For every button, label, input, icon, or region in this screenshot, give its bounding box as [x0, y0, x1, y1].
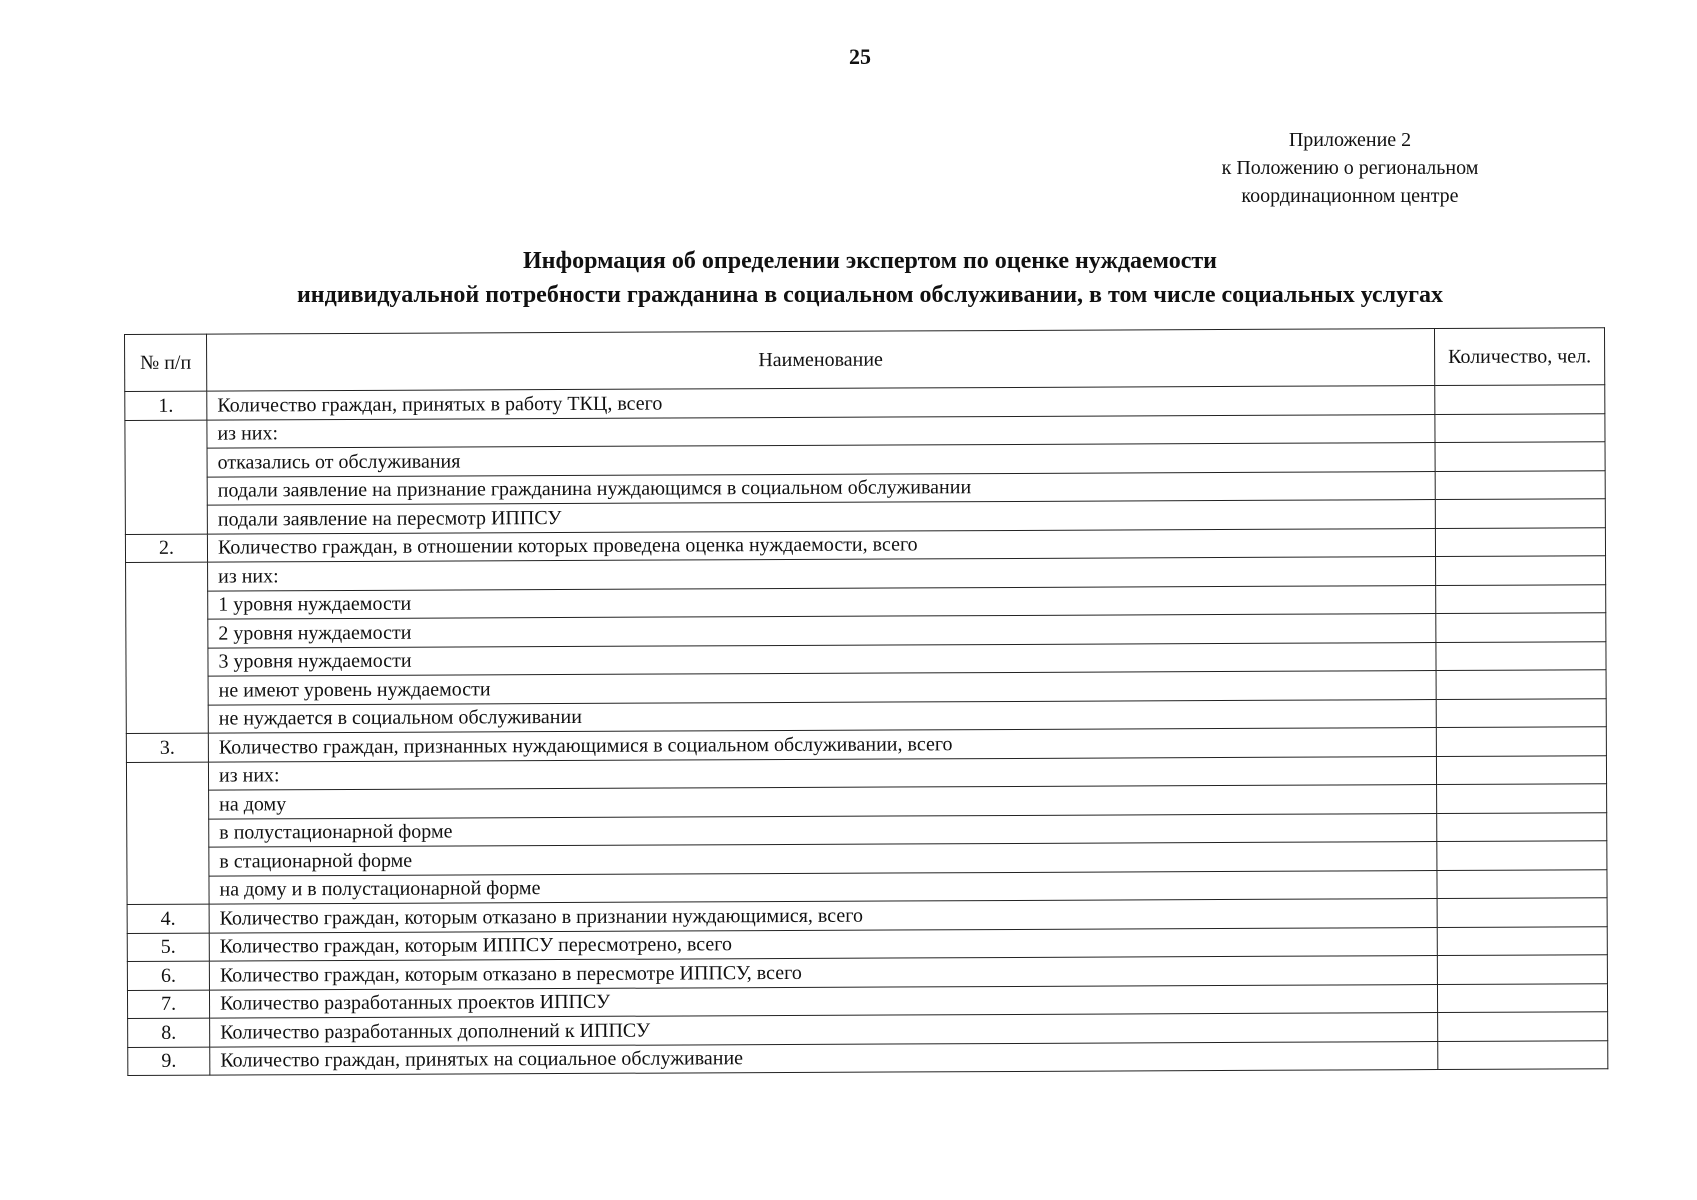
- row-qty[interactable]: [1435, 470, 1605, 499]
- appendix-line-2: к Положению о региональном: [1221, 157, 1479, 179]
- row-num: 4.: [127, 904, 209, 933]
- row-qty[interactable]: [1436, 584, 1606, 613]
- row-num: 2.: [125, 534, 207, 563]
- row-qty[interactable]: [1435, 527, 1605, 556]
- row-name: Количество разработанных проектов ИППСУ: [209, 984, 1437, 1018]
- row-qty[interactable]: [1437, 983, 1607, 1012]
- row-qty[interactable]: [1437, 841, 1607, 870]
- row-num: 1.: [125, 391, 207, 420]
- row-name: из них:: [207, 414, 1435, 448]
- row-num-merged: [125, 420, 208, 534]
- row-qty[interactable]: [1436, 556, 1606, 585]
- appendix-line-3: координационном центре: [1241, 185, 1459, 207]
- row-qty[interactable]: [1437, 812, 1607, 841]
- row-name: Количество граждан, признанных нуждающимися в социальном обслуживании, всего: [208, 728, 1436, 762]
- row-qty[interactable]: [1436, 698, 1606, 727]
- row-qty[interactable]: [1438, 1012, 1608, 1041]
- row-num: 5.: [127, 933, 209, 962]
- row-name: 1 уровня нуждаемости: [208, 585, 1436, 619]
- row-qty[interactable]: [1436, 641, 1606, 670]
- table-header-row: [125, 328, 1605, 392]
- row-name: Количество граждан, принятых в работу ТКЦ, всего: [207, 386, 1435, 420]
- header-num: № п/п: [125, 334, 207, 391]
- row-name: Количество граждан, которым отказано в пересмотре ИППСУ, всего: [209, 956, 1437, 990]
- report-table: [124, 327, 1608, 1076]
- row-name: в полустационарной форме: [209, 813, 1437, 847]
- row-qty[interactable]: [1437, 869, 1607, 898]
- page-number: 25: [849, 44, 871, 69]
- row-qty[interactable]: [1436, 755, 1606, 784]
- table-row: [128, 1040, 1608, 1075]
- row-name: отказались от обслуживания: [207, 443, 1435, 477]
- row-num: 3.: [126, 733, 208, 762]
- header-qty: Количество, чел.: [1434, 328, 1604, 386]
- title-line-1: Информация об определении экспертом по оценке нуждаемости: [523, 248, 1217, 274]
- row-qty[interactable]: [1437, 784, 1607, 813]
- row-num-merged: [126, 762, 209, 905]
- row-name: 3 уровня нуждаемости: [208, 642, 1436, 676]
- row-qty[interactable]: [1435, 499, 1605, 528]
- row-qty[interactable]: [1435, 442, 1605, 471]
- row-qty[interactable]: [1437, 955, 1607, 984]
- row-qty[interactable]: [1436, 727, 1606, 756]
- row-name: 2 уровня нуждаемости: [208, 614, 1436, 648]
- row-name: в стационарной форме: [209, 842, 1437, 876]
- report-table-wrapper: [124, 327, 1607, 1076]
- row-num: 9.: [128, 1047, 210, 1076]
- row-qty[interactable]: [1435, 413, 1605, 442]
- row-qty[interactable]: [1437, 926, 1607, 955]
- row-name: из них:: [208, 756, 1436, 790]
- row-name: Количество граждан, которым ИППСУ пересмотрено, всего: [209, 927, 1437, 961]
- row-qty[interactable]: [1435, 385, 1605, 414]
- row-qty[interactable]: [1436, 613, 1606, 642]
- row-num: 6.: [127, 961, 209, 990]
- row-qty[interactable]: [1437, 898, 1607, 927]
- row-name: подали заявление на пересмотр ИППСУ: [207, 500, 1435, 534]
- header-name: Наименование: [207, 329, 1435, 392]
- title-line-2: индивидуальной потребности гражданина в социальном обслуживании, в том числе социальных услугах: [296, 282, 1444, 308]
- row-qty[interactable]: [1436, 670, 1606, 699]
- row-name: не имеют уровень нуждаемости: [208, 671, 1436, 705]
- row-num: 7.: [127, 990, 209, 1019]
- row-num: 8.: [128, 1018, 210, 1047]
- row-name: Количество разработанных дополнений к ИППСУ: [210, 1013, 1438, 1047]
- document-title: [120, 244, 1620, 312]
- row-name: на дому: [209, 785, 1437, 819]
- appendix-line-1: Приложение 2: [1288, 129, 1412, 151]
- row-name: на дому и в полустационарной форме: [209, 870, 1437, 904]
- row-name: подали заявление на признание гражданина нуждающимся в социальном обслуживании: [207, 471, 1435, 505]
- row-name: Количество граждан, в отношении которых проведена оценка нуждаемости, всего: [207, 528, 1435, 562]
- row-name: Количество граждан, принятых на социальное обслуживание: [210, 1041, 1438, 1075]
- row-qty[interactable]: [1438, 1040, 1608, 1069]
- row-name: из них:: [208, 557, 1436, 591]
- row-name: Количество граждан, которым отказано в признании нуждающимися, всего: [209, 899, 1437, 933]
- row-num-merged: [126, 562, 209, 733]
- table-body: [125, 385, 1608, 1076]
- row-name: не нуждается в социальном обслуживании: [208, 699, 1436, 733]
- appendix-block: [1160, 126, 1540, 210]
